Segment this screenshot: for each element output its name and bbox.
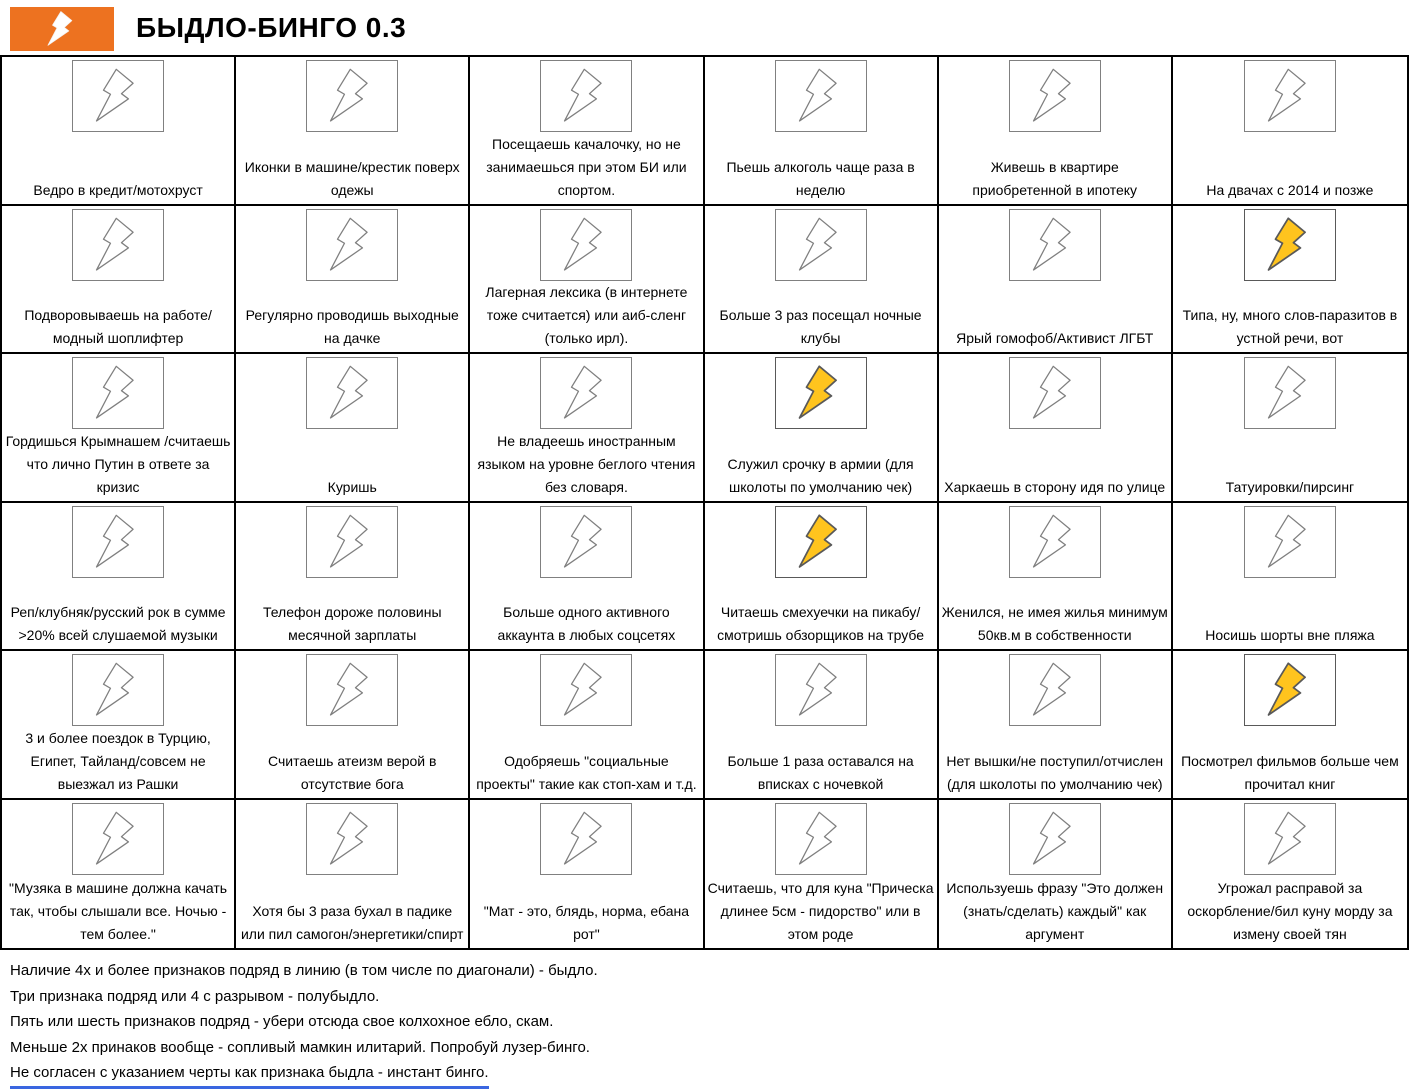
lightning-icon-box [1009,357,1101,429]
bingo-cell [1173,503,1407,652]
lightning-icon-box [1244,506,1336,578]
bingo-cell [939,57,1173,206]
bingo-cell-label: Читаешь смехуечки на пикабу/смотришь обзорщиков на трубе [717,604,924,643]
bingo-cell-label: Ярый гомофоб/Активист ЛГБТ [956,330,1154,346]
lightning-bolt-icon [323,658,381,722]
lightning-icon-box [72,60,164,132]
lightning-bolt-icon [323,510,381,574]
lightning-icon-box [72,506,164,578]
bingo-cell [470,354,704,503]
bingo-cell [2,503,236,652]
lightning-bolt-icon [1261,213,1319,277]
rules-footer [0,950,1409,1089]
lightning-bolt-icon [89,658,147,722]
bingo-cell-label: Не владеешь иностранным языком на уровне беглого чтения без словаря. [477,432,696,495]
bingo-cell-label: Угрожал расправой за оскорбление/бил куну морду за измену своей тян [1187,880,1393,942]
bingo-cell [236,503,470,652]
page-title: БЫДЛО-БИНГО 0.3 [136,11,407,43]
bingo-cell [2,206,236,355]
rule-line [10,1060,1409,1089]
bingo-cell-label: Больше 3 раз посещал ночные клубы [719,307,922,346]
lightning-bolt-icon [1026,64,1084,128]
lightning-icon-box [540,357,632,429]
lightning-icon-box [306,60,398,132]
bingo-cell-label: Телефон дороже половины месячной зарплаты [262,604,442,643]
lightning-bolt-icon [557,361,615,425]
bingo-cell-label: Одобряешь "социальные проекты" такие как стоп-хам и т.д. [476,752,697,792]
lightning-bolt-icon [89,807,147,871]
bingo-cell [2,57,236,206]
bingo-cell-label: Татуировки/пирсинг [1225,478,1355,495]
lightning-icon-box [306,357,398,429]
bingo-cell [939,800,1173,949]
bingo-cell [705,800,939,949]
bingo-cell [236,206,470,355]
bingo-cell [236,651,470,800]
bingo-cell-label: Иконки в машине/крестик поверх одежы [244,158,460,198]
bingo-cell-label: Женился, не имея жилья минимум 50кв.м в собственности [941,604,1168,643]
lightning-icon-box [1244,357,1336,429]
lightning-bolt-icon [89,213,147,277]
bingo-cell-label: Используешь фразу "Это должен (знать/сделать) каждый" как аргумент [946,880,1164,942]
bingo-cell [470,800,704,949]
lightning-bolt-icon [557,658,615,722]
bingo-cell [705,354,939,503]
lightning-icon-box [1009,506,1101,578]
bingo-cell [939,503,1173,652]
rule-line: Пять или шесть признаков подряд - убери отсюда свое колхохное ебло, скам. [10,1013,554,1030]
lightning-icon-box [306,803,398,875]
bingo-cell-label: Харкаешь в сторону идя по улице [944,478,1166,495]
bingo-cell [236,57,470,206]
lightning-bolt-icon [1026,213,1084,277]
bingo-cell [705,57,939,206]
bingo-cell-label: "Мат - это, блядь, норма, ебана рот" [483,903,690,942]
bingo-cell [939,206,1173,355]
lightning-icon-box [540,506,632,578]
lightning-bolt-icon [557,213,615,277]
lightning-icon-box [1244,60,1336,132]
bingo-cell-label: Подворовываешь на работе/модный шоплифтер [24,307,212,346]
logo [10,7,114,51]
bingo-cell-label: Хотя бы 3 раза бухал в падике или пил самогон/энергетики/спирт [240,903,464,942]
bingo-cell [1173,354,1407,503]
lightning-bolt-icon [557,510,615,574]
rule-line: Меньше 2х принаков вообще - сопливый мамкин илитарий. Попробуй лузер-бинго. [10,1038,590,1056]
lightning-icon-box [540,803,632,875]
lightning-icon-box [1244,654,1336,726]
bingo-grid [0,55,1409,950]
bingo-cell-label: Пьешь алкоголь чаще раза в неделю [726,158,915,198]
bingo-cell [705,206,939,355]
bingo-cell [2,651,236,800]
lightning-bolt-icon [1261,510,1319,574]
lightning-icon-box [540,654,632,726]
lightning-icon-box [775,654,867,726]
lightning-icon-box [775,506,867,578]
bingo-cell [1173,800,1407,949]
bingo-cell [705,651,939,800]
bingo-cell [939,651,1173,800]
bingo-cell [2,800,236,949]
bingo-cell [1173,651,1407,800]
lightning-bolt-icon [323,213,381,277]
lightning-icon-box [540,60,632,132]
lightning-bolt-icon [1026,510,1084,574]
lightning-bolt-icon [1261,807,1319,871]
lightning-bolt-icon [89,64,147,128]
rule-line: Три признака подряд или 4 с разрывом - полубыдло. [10,987,380,1005]
bingo-cell [470,503,704,652]
bingo-cell-label: Больше 1 раза оставался на вписках с ночевкой [727,752,914,792]
bingo-cell-label: Лагерная лексика (в интернете тоже считается) или аиб-сленг (только ирл). [485,284,688,346]
bingo-cell-label: Типа, ну, много слов-паразитов в устной речи, вот [1182,307,1398,346]
rule-line-underlined: Не согласен с указанием черты как признака быдла - инстант бинго. [10,1060,489,1089]
lightning-icon-box [1009,803,1101,875]
bingo-cell-label: Живешь в квартире приобретенной в ипотеку [972,158,1138,198]
lightning-bolt-icon [1261,658,1319,722]
lightning-icon-box [775,803,867,875]
lightning-icon-box [540,209,632,281]
bingo-cell-label: Регулярно проводишь выходные на дачке [245,307,459,346]
bingo-cell-label: Носишь шорты вне пляжа [1205,627,1375,643]
bingo-cell-label: Куришь [327,478,377,495]
bingo-cell-label: Реп/клубняк/русский рок в сумме >20% всей слушаемой музыки [10,604,226,643]
bingo-cell-label: Больше одного активного аккаунта в любых соцсетях [497,604,676,643]
lightning-icon-box [1009,654,1101,726]
lightning-icon-box [1009,209,1101,281]
lightning-icon-box [1244,803,1336,875]
bingo-cell [705,503,939,652]
lightning-bolt-icon [323,64,381,128]
lightning-icon-box [306,654,398,726]
lightning-bolt-icon [1026,361,1084,425]
bingo-cell [1173,57,1407,206]
bingo-cell [470,651,704,800]
lightning-bolt-icon [89,361,147,425]
lightning-icon-box [72,803,164,875]
bingo-cell [1173,206,1407,355]
bingo-cell-label: 3 и более поездок в Турцию, Египет, Тайланд/совсем не выезжал из Рашки [25,729,211,792]
lightning-bolt-icon [1026,658,1084,722]
lightning-bolt-icon [792,64,850,128]
lightning-bolt-icon [557,807,615,871]
bingo-cell-label: Посмотрел фильмов больше чем прочитал книг [1181,752,1399,792]
bingo-cell-label: Считаешь, что для куна "Прическа длинее 5см - пидорство" или в этом роде [707,880,934,942]
bingo-cell-label: Ведро в кредит/мотохруст [33,181,203,198]
lightning-icon-box [306,209,398,281]
lightning-bolt-icon [323,361,381,425]
lightning-icon-box [72,209,164,281]
lightning-icon-box [72,357,164,429]
header [0,0,1409,55]
lightning-bolt-icon [557,64,615,128]
bingo-cell [236,800,470,949]
bingo-cell-label: Гордишься Крымнашем /считаешь что лично Путин в ответе за кризис [5,432,231,495]
lightning-bolt-icon [792,213,850,277]
lightning-icon-box [1244,209,1336,281]
lightning-bolt-icon [1261,64,1319,128]
bingo-cell-label: Служил срочку в армии (для школоты по умолчанию чек) [727,455,914,495]
bingo-cell [470,57,704,206]
lightning-bolt-icon [1261,361,1319,425]
lightning-icon-box [775,60,867,132]
lightning-icon-box [1009,60,1101,132]
lightning-icon-box [775,209,867,281]
lightning-bolt-icon [323,807,381,871]
bingo-cell-label: На двачах с 2014 и позже [1206,181,1374,198]
bingo-cell [236,354,470,503]
lightning-bolt-icon [1026,807,1084,871]
lightning-bolt-icon [792,510,850,574]
bingo-cell [470,206,704,355]
bingo-cell-label: Посещаешь качалочку, но не занимаешься при этом БИ или спортом. [486,135,687,198]
lightning-bolt-icon [792,658,850,722]
lightning-bolt-icon [792,807,850,871]
bingo-cell-label: Считаешь атеизм верой в отсутствие бога [268,752,437,792]
lightning-icon-box [72,654,164,726]
lightning-icon-box [775,357,867,429]
lightning-icon-box [306,506,398,578]
rule-line: Наличие 4х и более признаков подряд в линию (в том числе по диагонали) - быдло. [10,962,598,979]
bingo-cell-label: Нет вышки/не поступил/отчислен (для школоты по умолчанию чек) [946,752,1164,792]
lightning-bolt-icon [41,10,83,48]
lightning-bolt-icon [792,361,850,425]
bingo-cell-label: "Музяка в машине должна качать так, чтобы слышали все. Ночью - тем более." [9,880,228,942]
lightning-bolt-icon [89,510,147,574]
bingo-cell [939,354,1173,503]
bingo-cell [2,354,236,503]
